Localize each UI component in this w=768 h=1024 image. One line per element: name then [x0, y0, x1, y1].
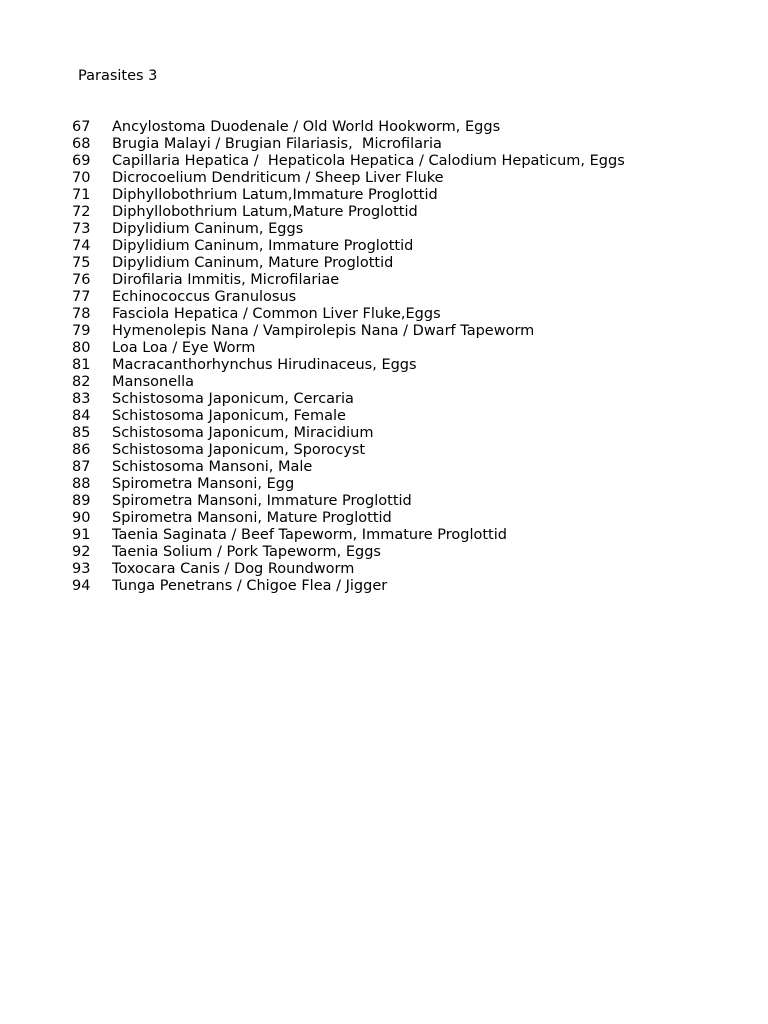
list-item [72, 425, 625, 442]
entry-number: 82 [72, 374, 91, 390]
entry-name: Dipylidium Caninum, Eggs [112, 221, 304, 237]
entry-number: 80 [72, 340, 91, 356]
entry-number: 70 [72, 170, 91, 186]
entry-name: Dipylidium Caninum, Mature Proglottid [112, 255, 394, 271]
page-title: Parasites 3 [78, 68, 158, 84]
entry-name: Spirometra Mansoni, Mature Proglottid [112, 510, 392, 526]
list-item [72, 153, 625, 170]
list-item [72, 255, 625, 272]
entry-number: 81 [72, 357, 91, 373]
list-item [72, 119, 625, 136]
entry-name: Dicrocoelium Dendriticum / Sheep Liver Fluke [112, 170, 444, 186]
entry-name: Diphyllobothrium Latum,Immature Proglottid [112, 187, 438, 203]
entry-number: 86 [72, 442, 91, 458]
entry-number: 89 [72, 493, 91, 509]
entry-number: 92 [72, 544, 91, 560]
list-item [72, 561, 625, 578]
entry-name: Spirometra Mansoni, Immature Proglottid [112, 493, 412, 509]
entry-name: Hymenolepis Nana / Vampirolepis Nana / Dwarf Tapeworm [112, 323, 535, 339]
entry-number: 93 [72, 561, 91, 577]
list-item [72, 306, 625, 323]
list-item [72, 340, 625, 357]
entry-name: Dipylidium Caninum, Immature Proglottid [112, 238, 414, 254]
entry-name: Brugia Malayi / Brugian Filariasis, Microfilaria [112, 136, 442, 152]
list-item [72, 357, 625, 374]
list-item [72, 459, 625, 476]
entry-name: Loa Loa / Eye Worm [112, 340, 256, 356]
entry-number: 83 [72, 391, 91, 407]
entry-number: 69 [72, 153, 91, 169]
entry-name: Spirometra Mansoni, Egg [112, 476, 295, 492]
entry-number: 68 [72, 136, 91, 152]
entry-name: Taenia Solium / Pork Tapeworm, Eggs [112, 544, 381, 560]
entry-number: 74 [72, 238, 91, 254]
entry-name: Schistosoma Japonicum, Sporocyst [112, 442, 366, 458]
entry-name: Ancylostoma Duodenale / Old World Hookworm, Eggs [112, 119, 501, 135]
entry-name: Capillaria Hepatica / Hepaticola Hepatica / Calodium Hepaticum, Eggs [112, 153, 625, 169]
entry-name: Schistosoma Japonicum, Female [112, 408, 346, 424]
entry-number: 88 [72, 476, 91, 492]
list-item [72, 510, 625, 527]
entry-name: Schistosoma Japonicum, Miracidium [112, 425, 374, 441]
entry-number: 77 [72, 289, 91, 305]
list-item [72, 187, 625, 204]
list-item [72, 493, 625, 510]
list-item [72, 204, 625, 221]
entry-number: 85 [72, 425, 91, 441]
list-item [72, 323, 625, 340]
list-item [72, 136, 625, 153]
entry-number: 75 [72, 255, 91, 271]
entry-name: Taenia Saginata / Beef Tapeworm, Immature Proglottid [112, 527, 507, 543]
list-item [72, 391, 625, 408]
entry-number: 79 [72, 323, 91, 339]
entry-name: Tunga Penetrans / Chigoe Flea / Jigger [112, 578, 388, 594]
list-item [72, 170, 625, 187]
entry-number: 67 [72, 119, 91, 135]
list-item [72, 544, 625, 561]
entry-name: Schistosoma Japonicum, Cercaria [112, 391, 354, 407]
specimen-list [72, 119, 625, 595]
entry-number: 71 [72, 187, 91, 203]
entry-number: 76 [72, 272, 91, 288]
entry-name: Schistosoma Mansoni, Male [112, 459, 313, 475]
entry-name: Echinococcus Granulosus [112, 289, 297, 305]
entry-number: 73 [72, 221, 91, 237]
list-item [72, 374, 625, 391]
entry-name: Mansonella [112, 374, 195, 390]
entry-name: Macracanthorhynchus Hirudinaceus, Eggs [112, 357, 417, 373]
entry-number: 72 [72, 204, 91, 220]
list-item [72, 476, 625, 493]
list-item [72, 272, 625, 289]
entry-name: Dirofilaria Immitis, Microfilariae [112, 272, 340, 288]
list-item [72, 221, 625, 238]
list-item [72, 442, 625, 459]
entry-number: 94 [72, 578, 91, 594]
list-item [72, 238, 625, 255]
list-item [72, 289, 625, 306]
entry-number: 90 [72, 510, 91, 526]
entry-name: Toxocara Canis / Dog Roundworm [112, 561, 355, 577]
entry-name: Fasciola Hepatica / Common Liver Fluke,Eggs [112, 306, 441, 322]
entry-number: 78 [72, 306, 91, 322]
list-item [72, 527, 625, 544]
entry-number: 87 [72, 459, 91, 475]
entry-number: 91 [72, 527, 91, 543]
list-item [72, 578, 625, 595]
list-item [72, 408, 625, 425]
entry-number: 84 [72, 408, 91, 424]
entry-name: Diphyllobothrium Latum,Mature Proglottid [112, 204, 418, 220]
